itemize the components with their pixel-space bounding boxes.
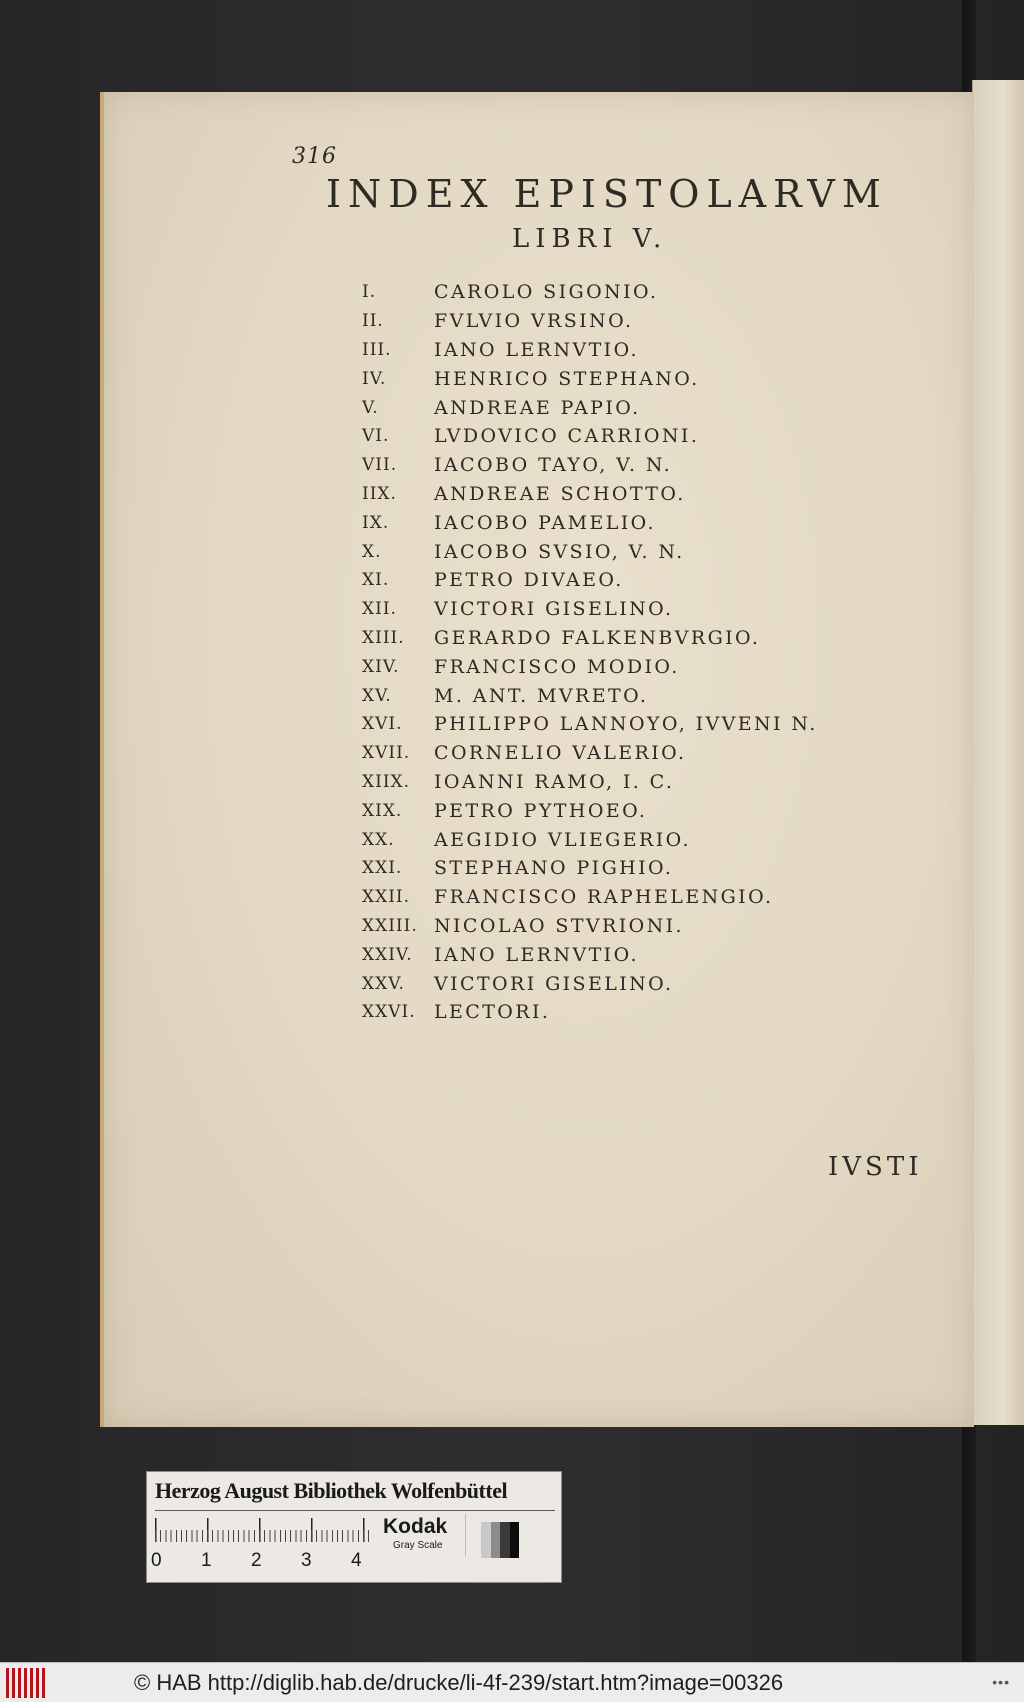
index-entry bbox=[362, 969, 922, 998]
entry-numeral: IX. bbox=[362, 512, 390, 533]
hab-logo-icon bbox=[6, 1668, 46, 1698]
entry-numeral: XIII. bbox=[362, 627, 405, 648]
page-number: 316 bbox=[292, 144, 337, 169]
entry-recipient: CAROLO SIGONIO. bbox=[434, 281, 659, 304]
entry-numeral: XIV. bbox=[362, 656, 400, 677]
ruler-label: 2 bbox=[251, 1550, 262, 1571]
entry-recipient: HENRICO STEPHANO. bbox=[434, 367, 700, 390]
index-entry bbox=[362, 422, 922, 451]
gray-scale-swatches bbox=[481, 1522, 519, 1558]
index-entry bbox=[362, 537, 922, 566]
more-options-icon[interactable]: ••• bbox=[992, 1674, 1010, 1690]
entry-numeral: VII. bbox=[362, 455, 398, 476]
next-page-edge bbox=[972, 80, 1024, 1425]
entry-numeral: VI. bbox=[362, 426, 390, 447]
index-entry bbox=[362, 566, 922, 595]
entry-recipient: IANO LERNVTIO. bbox=[434, 943, 639, 966]
catchword: IVSTI bbox=[828, 1152, 923, 1182]
entry-numeral: I. bbox=[362, 282, 377, 303]
index-entry bbox=[362, 624, 922, 653]
library-name: Herzog August Bibliothek Wolfenbüttel bbox=[155, 1478, 508, 1503]
entry-numeral: XXVI. bbox=[362, 1002, 416, 1023]
entry-numeral: XIX. bbox=[362, 800, 403, 821]
index-entry bbox=[362, 336, 922, 365]
page-subtitle: LIBRI V. bbox=[512, 224, 668, 254]
entry-recipient: CORNELIO VALERIO. bbox=[434, 742, 687, 765]
index-entry bbox=[362, 480, 922, 509]
entry-recipient: VICTORI GISELINO. bbox=[434, 972, 674, 995]
index-entry bbox=[362, 595, 922, 624]
ruler-labels bbox=[151, 1550, 391, 1574]
entry-recipient: FRANCISCO RAPHELENGIO. bbox=[434, 886, 774, 909]
entry-recipient: PHILIPPO LANNOYO, IVVENI N. bbox=[434, 713, 818, 736]
entry-numeral: IIX. bbox=[362, 483, 397, 504]
gray-swatch bbox=[510, 1522, 520, 1558]
index-entry bbox=[362, 710, 922, 739]
entry-numeral: XIIX. bbox=[362, 771, 411, 792]
entry-numeral: XX. bbox=[362, 829, 395, 850]
entry-recipient: M. ANT. MVRETO. bbox=[434, 684, 649, 707]
index-entry bbox=[362, 940, 922, 969]
entry-recipient: LVDOVICO CARRIONI. bbox=[434, 425, 700, 448]
index-entry bbox=[362, 854, 922, 883]
index-entry bbox=[362, 364, 922, 393]
gray-swatch bbox=[500, 1522, 510, 1558]
entry-numeral: XVII. bbox=[362, 743, 411, 764]
entry-numeral: XII. bbox=[362, 599, 397, 620]
entry-recipient: IACOBO SVSIO, V. N. bbox=[434, 540, 685, 563]
index-entry bbox=[362, 825, 922, 854]
entry-recipient: LECTORI. bbox=[434, 1001, 551, 1024]
entry-recipient: VICTORI GISELINO. bbox=[434, 598, 674, 621]
ruler-label: 1 bbox=[201, 1550, 212, 1571]
entry-recipient: PETRO DIVAEO. bbox=[434, 569, 624, 592]
index-entry bbox=[362, 451, 922, 480]
entry-recipient: NICOLAO STVRIONI. bbox=[434, 914, 684, 937]
index-entry bbox=[362, 307, 922, 336]
entry-recipient: IOANNI RAMO, I. C. bbox=[434, 770, 675, 793]
entry-recipient: AEGIDIO VLIEGERIO. bbox=[434, 828, 691, 851]
gray-swatch bbox=[481, 1522, 491, 1558]
entry-numeral: IV. bbox=[362, 368, 387, 389]
measurement-ruler bbox=[155, 1518, 371, 1544]
color-target-card bbox=[146, 1471, 562, 1583]
entry-numeral: XXII. bbox=[362, 887, 411, 908]
index-entry bbox=[362, 768, 922, 797]
entry-numeral: XV. bbox=[362, 685, 392, 706]
ruler-label: 3 bbox=[301, 1550, 312, 1571]
entry-recipient: GERARDO FALKENBVRGIO. bbox=[434, 626, 761, 649]
entry-numeral: XXV. bbox=[362, 973, 405, 994]
entry-numeral: III. bbox=[362, 339, 392, 360]
entry-numeral: XXI. bbox=[362, 858, 403, 879]
index-entry bbox=[362, 912, 922, 941]
ruler-divider bbox=[155, 1510, 555, 1511]
entry-numeral: XVI. bbox=[362, 714, 403, 735]
entry-numeral: XI. bbox=[362, 570, 390, 591]
entry-recipient: FVLVIO VRSINO. bbox=[434, 310, 634, 333]
ruler-label: 0 bbox=[151, 1550, 162, 1571]
entry-numeral: V. bbox=[362, 397, 379, 418]
entry-numeral: XXIII. bbox=[362, 915, 418, 936]
index-entry bbox=[362, 796, 922, 825]
entry-numeral: XXIV. bbox=[362, 944, 413, 965]
index-entry bbox=[362, 883, 922, 912]
index-entry bbox=[362, 739, 922, 768]
index-list bbox=[362, 278, 922, 1027]
entry-recipient: STEPHANO PIGHIO. bbox=[434, 857, 674, 880]
index-entry bbox=[362, 278, 922, 307]
target-separator bbox=[465, 1514, 466, 1556]
index-entry bbox=[362, 681, 922, 710]
kodak-subtitle: Gray Scale bbox=[393, 1540, 443, 1551]
index-entry bbox=[362, 393, 922, 422]
copyright-url[interactable]: © HAB http://diglib.hab.de/drucke/li-4f-239/start.htm?image=00326 bbox=[134, 1669, 784, 1695]
index-entry bbox=[362, 998, 922, 1027]
index-entry bbox=[362, 652, 922, 681]
entry-recipient: FRANCISCO MODIO. bbox=[434, 655, 680, 678]
entry-numeral: II. bbox=[362, 311, 384, 332]
entry-recipient: ANDREAE SCHOTTO. bbox=[434, 482, 686, 505]
ruler-label: 4 bbox=[351, 1550, 362, 1571]
book-page bbox=[100, 92, 974, 1427]
entry-recipient: IANO LERNVTIO. bbox=[434, 338, 639, 361]
footer-bar bbox=[0, 1662, 1024, 1702]
kodak-logo: Kodak bbox=[383, 1515, 448, 1538]
index-entry bbox=[362, 508, 922, 537]
entry-numeral: X. bbox=[362, 541, 382, 562]
entry-recipient: IACOBO TAYO, V. N. bbox=[434, 454, 673, 477]
entry-recipient: IACOBO PAMELIO. bbox=[434, 511, 656, 534]
entry-recipient: ANDREAE PAPIO. bbox=[434, 396, 641, 419]
gray-swatch bbox=[491, 1522, 501, 1558]
entry-recipient: PETRO PYTHOEO. bbox=[434, 799, 648, 822]
page-title: INDEX EPISTOLARVM bbox=[326, 172, 888, 216]
